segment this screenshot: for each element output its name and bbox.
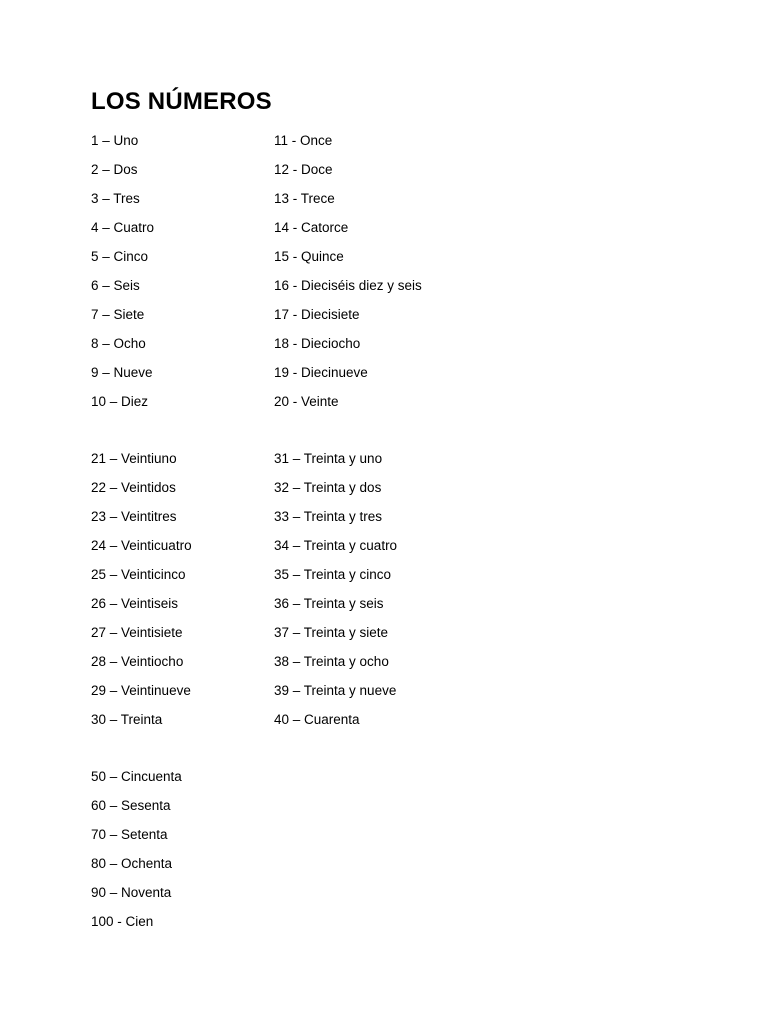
number-entry: 11 - Once	[274, 133, 333, 148]
number-entry: 6 – Seis	[91, 278, 140, 293]
number-entry: 22 – Veintidos	[91, 480, 176, 495]
number-entry: 100 - Cien	[91, 914, 154, 929]
number-entry: 39 – Treinta y nueve	[274, 683, 397, 698]
number-entry: 28 – Veintiocho	[91, 654, 184, 669]
number-entry: 12 - Doce	[274, 162, 333, 177]
number-entry: 26 – Veintiseis	[91, 596, 179, 611]
number-entry: 8 – Ocho	[91, 336, 146, 351]
number-entry: 15 - Quince	[274, 249, 344, 264]
number-entry: 60 – Sesenta	[91, 798, 171, 813]
number-entry: 17 - Diecisiete	[274, 307, 360, 322]
number-entry: 30 – Treinta	[91, 712, 163, 727]
number-entry: 7 – Siete	[91, 307, 145, 322]
number-entry: 4 – Cuatro	[91, 220, 155, 235]
number-entry: 90 – Noventa	[91, 885, 172, 900]
number-entry: 32 – Treinta y dos	[274, 480, 382, 495]
number-entry: 40 – Cuarenta	[274, 712, 360, 727]
number-entry: 18 - Dieciocho	[274, 336, 361, 351]
number-entry: 70 – Setenta	[91, 827, 168, 842]
page-title: LOS NÚMEROS	[91, 88, 272, 115]
number-entry: 2 – Dos	[91, 162, 138, 177]
number-entry: 14 - Catorce	[274, 220, 349, 235]
number-entry: 29 – Veintinueve	[91, 683, 191, 698]
number-entry: 13 - Trece	[274, 191, 335, 206]
number-entry: 37 – Treinta y siete	[274, 625, 389, 640]
number-entry: 35 – Treinta y cinco	[274, 567, 392, 582]
number-entry: 9 – Nueve	[91, 365, 153, 380]
number-entry: 33 – Treinta y tres	[274, 509, 383, 524]
number-entry: 16 - Dieciséis diez y seis	[274, 278, 422, 293]
number-entry: 19 - Diecinueve	[274, 365, 368, 380]
number-entry: 21 – Veintiuno	[91, 451, 177, 466]
number-entry: 23 – Veintitres	[91, 509, 177, 524]
number-entry: 20 - Veinte	[274, 394, 339, 409]
number-entry: 34 – Treinta y cuatro	[274, 538, 398, 553]
number-entry: 38 – Treinta y ocho	[274, 654, 389, 669]
number-entry: 25 – Veinticinco	[91, 567, 186, 582]
number-entry: 3 – Tres	[91, 191, 140, 206]
number-entry: 80 – Ochenta	[91, 856, 173, 871]
number-entry: 50 – Cincuenta	[91, 769, 182, 784]
number-entry: 24 – Veinticuatro	[91, 538, 192, 553]
number-entry: 1 – Uno	[91, 133, 139, 148]
number-entry: 5 – Cinco	[91, 249, 149, 264]
number-entry: 36 – Treinta y seis	[274, 596, 384, 611]
number-entry: 10 – Diez	[91, 394, 149, 409]
number-entry: 27 – Veintisiete	[91, 625, 183, 640]
number-entry: 31 – Treinta y uno	[274, 451, 383, 466]
